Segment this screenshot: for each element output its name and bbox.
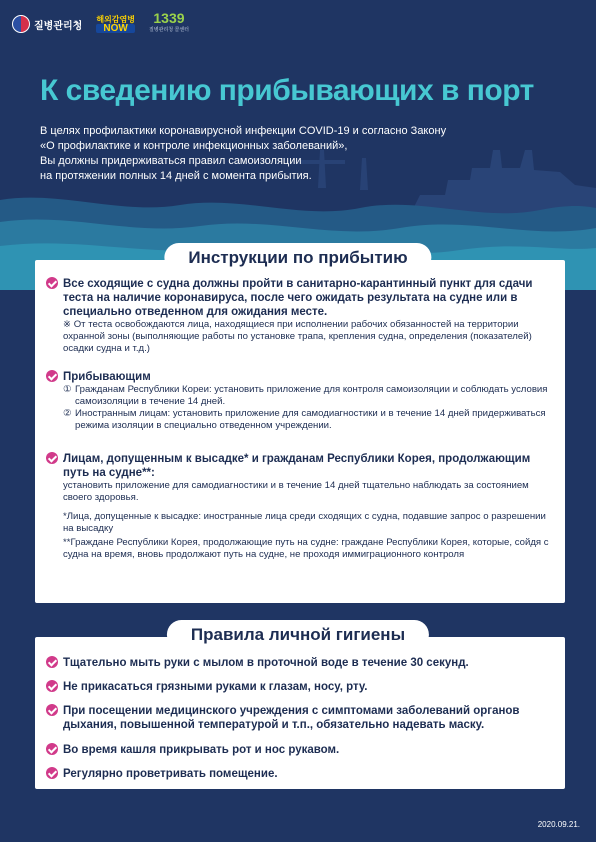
publication-date: 2020.09.21. [537,820,580,829]
now-logo-bottom: NOW [96,24,135,33]
footnote-transit: **Граждане Республики Корея, продолжающие путь на судне: граждане Республики Корея, которые, сойдя с судна на время, вновь продолжают путь на судне, не проходя иммиграционного контроля [63,537,549,560]
section-title-arrival: Инструкции по прибытию [164,243,431,272]
logo-1339 [149,12,189,36]
hygiene-text: Во время кашля прикрывать рот и нос рукавом. [63,744,340,756]
hygiene-item [46,680,556,694]
hygiene-text: Не прикасаться грязными руками к глазам, носу, рту. [63,681,368,693]
section-title-hygiene: Правила личной гигиены [167,620,429,649]
hygiene-text: При посещении медицинского учреждения с симптомами заболеваний органов дыхания, повышенной температурой и т.п., обязательно надевать маску. [63,705,520,731]
check-icon [46,370,58,382]
sub-number: ① [63,384,72,395]
check-icon [46,656,58,668]
instruction-heading: Лицам, допущенным к высадке* и гражданам Республики Корея, продолжающим путь на судне**: [63,453,531,479]
footnote-landing: *Лица, допущенные к высадке: иностранные лица среди сходящих с судна, подавшие запрос о разрешении на высадку [63,511,546,534]
hygiene-item [46,743,556,757]
sub-text: Иностранным лицам: установить приложение для самодиагностики и в течение 14 дней придерживаться режима изоляции в специально отведенном учреждении. [75,408,546,431]
instruction-sub-foreigners [63,408,556,432]
hygiene-item [46,704,556,732]
logo-1339-number: 1339 [153,10,185,26]
instruction-note: ※ От теста освобождаются лица, находящиеся при исполнении рабочих обязанностей на территории охранной зоны (выполняющие работы по установке трапа, крепления судна, определения (показателей) осадки судна и т.д.) [63,319,532,354]
check-icon [46,704,58,716]
instruction-sub-citizens [63,384,556,408]
hygiene-item [46,656,556,670]
logo-bar [12,10,189,38]
hygiene-text: Тщательно мыть руки с мылом в проточной воде в течение 30 секунд. [63,657,469,669]
instruction-item-landing [46,452,556,561]
check-icon [46,277,58,289]
overseas-infection-now-logo [96,15,135,33]
org-name: 질병관리청 [34,20,83,32]
instruction-heading: Прибывающим [63,371,151,383]
check-icon [46,452,58,464]
check-icon [46,680,58,692]
instruction-heading: Все сходящие с судна должны пройти в санитарно-карантинный пункт для сдачи теста на наличие коронавируса, после чего ожидать результата на судне или в специально отведенном для ожидания месте. [63,278,533,318]
intro-line: В целях профилактики коронавирусной инфекции COVID-19 и согласно Закону [40,125,447,137]
intro-text [40,124,510,184]
kdca-logo [12,15,82,33]
sub-number: ② [63,408,72,419]
hygiene-item [46,767,556,781]
hygiene-text: Регулярно проветривать помещение. [63,768,278,780]
logo-1339-sub: 질병관리청 콜센터 [148,27,189,33]
sub-text: Гражданам Республики Кореи: установить приложение для контроля самоизоляции и соблюдать условия самоизоляции в течение 14 дней. [75,384,548,407]
instruction-item-test [46,277,556,355]
taegeuk-icon [12,15,30,33]
page-title: К сведению прибывающих в порт [40,74,534,107]
intro-line: Вы должны придерживаться правил самоизоляции [40,155,302,167]
intro-line: «О профилактике и контроле инфекционных заболеваний», [40,140,348,152]
check-icon [46,767,58,779]
check-icon [46,743,58,755]
instruction-text: установить приложение для самодиагностики и в течение 14 дней тщательно наблюдать за состоянием своего здоровья. [63,480,529,503]
instruction-item-arrivals [46,370,556,432]
now-logo-top: 해외감염병 [96,15,135,24]
intro-line: на протяжении полных 14 дней с момента прибытия. [40,170,312,182]
